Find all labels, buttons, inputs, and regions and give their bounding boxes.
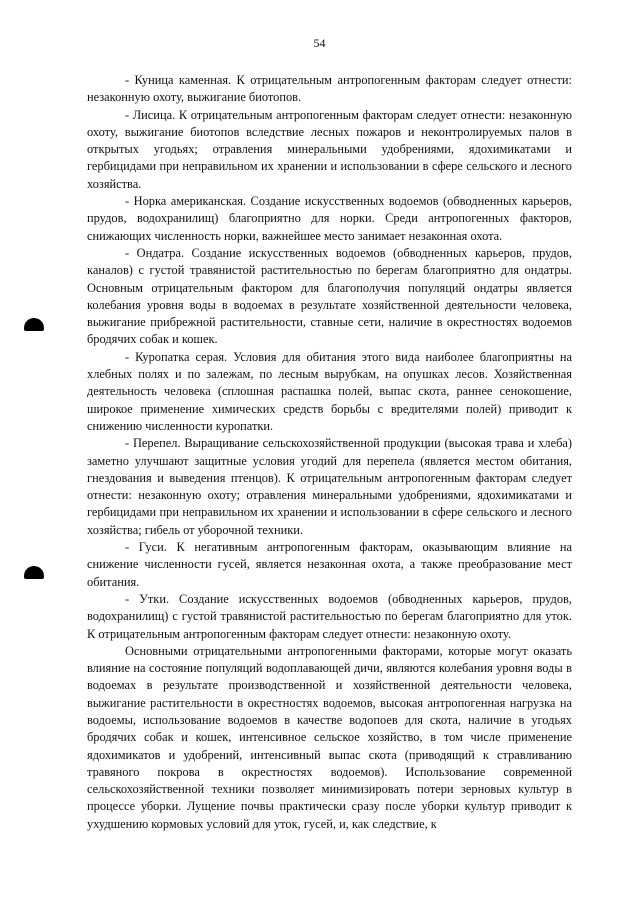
paragraph-ondatra: - Ондатра. Создание искусственных водоемов (обводненных карьеров, прудов, каналов) с густой травянистой растительностью по берегам благоприятно для ондатры. Основным отрицательным фактором для благополучия популяций ондатры является колебания уровня воды в водоемах в результате хозяйственной деятельности человека, выжигание прибрежной растительности, ставные сети, наличие в окрестностях водоемов бродячих собак и кошек. xyxy=(87,245,572,347)
paragraph-kuropatka: - Куропатка серая. Условия для обитания этого вида наиболее благоприятны на хлебных полях и по залежам, по лесным вырубкам, на опушках лесов. Хозяйственная деятельность человека (сплошная распашка полей, выпас скота, раннее сенокошение, широкое применение химических средств борьбы с вредителями полей) приводит к снижению численности куропатки. xyxy=(87,349,572,433)
body-text xyxy=(87,72,572,833)
punch-hole-mark xyxy=(24,318,44,331)
paragraph-lisitsa: - Лисица. К отрицательным антропогенным факторам следует отнести: незаконную охоту, выжигание биотопов вследствие лесных пожаров и неконтролируемых палов в открытых угодьях; отравления минеральными удобрениями, ядохимикатами и гербицидами при неправильном их хранении и использовании в сфере сельского и лесного хозяйства. xyxy=(87,107,572,191)
paragraph-utki: - Утки. Создание искусственных водоемов (обводненных карьеров, прудов, водохранилищ) с густой травянистой растительностью по берегам благоприятно для уток. К отрицательным антропогенным факторам следует отнести: незаконную охоту. xyxy=(87,591,572,641)
page-number: 54 xyxy=(313,36,326,50)
punch-hole-mark xyxy=(24,566,44,579)
paragraph-kunitsa: - Куница каменная. К отрицательным антропогенным факторам следует отнести: незаконную охоту, выжигание биотопов. xyxy=(87,73,572,105)
paragraph-norka: - Норка американская. Создание искусственных водоемов (обводненных карьеров, прудов, водохранилищ) благоприятно для норки. Среди антропогенных факторов, снижающих численность норки, важнейшее место занимает незаконная охота. xyxy=(87,194,572,243)
paragraph-perepel: - Перепел. Выращивание сельскохозяйственной продукции (высокая трава и хлеба) заметно улучшают защитные условия угодий для перепела (является местом обитания, гнездования и выведения птенцов). К отрицательным антропогенным факторам следует отнести: незаконную охоту; отравления минеральными удобрениями, ядохимикатами и гербицидами при неправильном их хранении и использовании в сфере сельского и лесного хозяйства; гибель от уборочной техники. xyxy=(87,436,572,537)
paragraph-summary: Основными отрицательными антропогенными факторами, которые могут оказать влияние на состояние популяций водоплавающей дичи, являются колебания уровня воды в водоемах в результате производственной и хозяйственной деятельности человека, выжигание растительности в окрестностях водоемов, высокая антропогенная нагрузка на водоемы, использование водоемов в качестве водопоев для скота, наличие в угодьях бродячих собак и кошек, интенсивное сельское хозяйство, в том числе применение ядохимикатов и удобрений, интенсивный выпас скота (приводящий к стравливанию травяного покрова в окрестностях водоемов). Использование современной сельскохозяйственной техники позволяет минимизировать потери зерновых культур в процессе уборки. Лущение почвы практически сразу после уборки культур приводит к ухудшению кормовых условий для уток, гусей, и, как следствие, к xyxy=(87,643,572,831)
paragraph-gusi: - Гуси. К негативным антропогенным факторам, оказывающим влияние на снижение численности гусей, является незаконная охота, а также преобразование мест обитания. xyxy=(87,540,572,589)
